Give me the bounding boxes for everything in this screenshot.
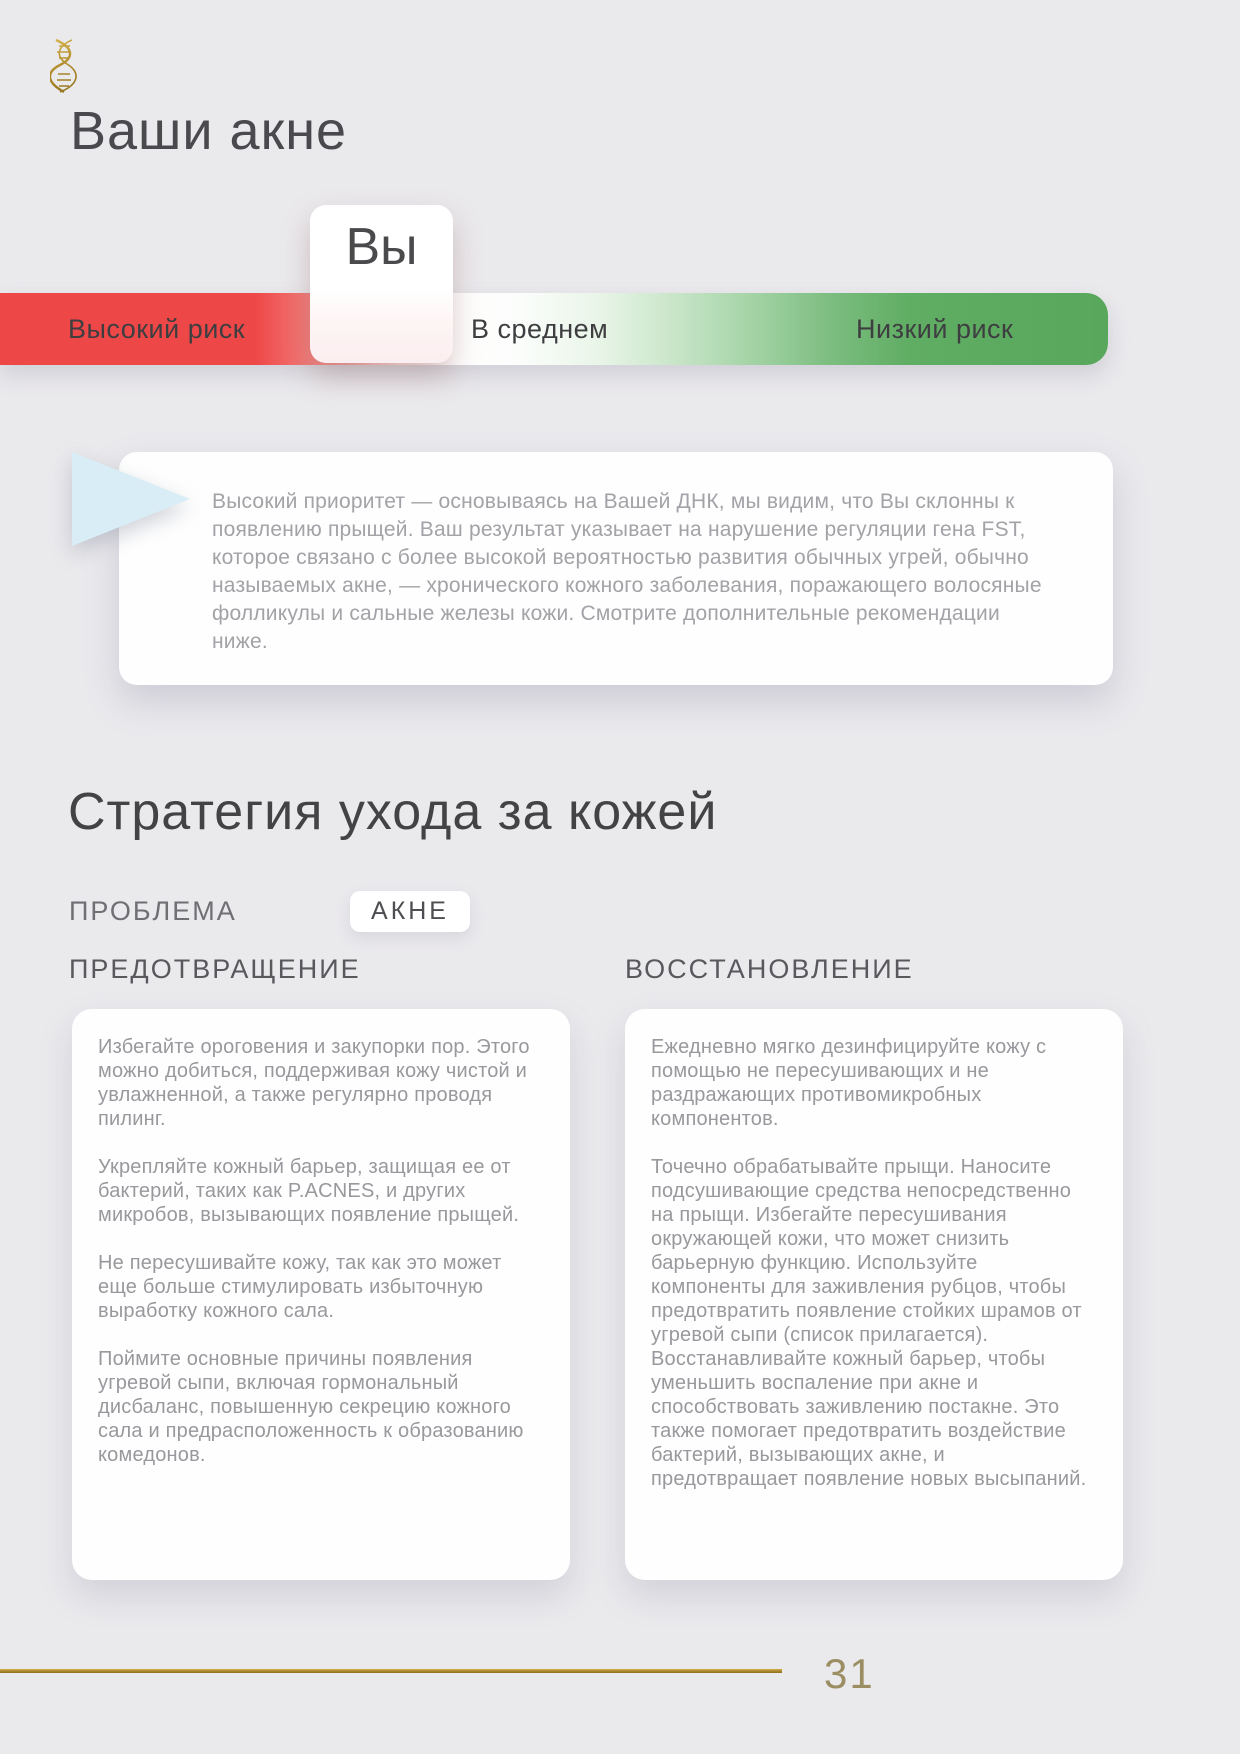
- risk-label-average: В среднем: [471, 313, 609, 344]
- priority-note-card: [119, 452, 1113, 685]
- restoration-card: [625, 1009, 1123, 1580]
- risk-marker-card: [310, 205, 453, 363]
- restoration-paragraph: Ежедневно мягко дезинфицируйте кожу с помощью не пересушивающих и не раздражающих противомикробных компонентов.: [651, 1036, 1047, 1130]
- strategy-section-title: Стратегия ухода за кожей: [68, 783, 718, 841]
- prevention-paragraph: Укрепляйте кожный барьер, защищая ее от бактерий, таких как P.ACNES, и других микробов, вызывающих появление прыщей.: [98, 1156, 520, 1226]
- prevention-card-text: [98, 1035, 538, 1491]
- column-heading-prevention: ПРЕДОТВРАЩЕНИЕ: [69, 954, 361, 984]
- priority-note-text: Высокий приоритет — основываясь на Вашей ДНК, мы видим, что Вы склонны к появлению прыщей. Ваш результат указывает на нарушение регуляции гена FST, которое связано с более высокой вероятностью развития обычных угрей, обычно называемых акне, — хронического кожного заболевания, поражающего волосяные фолликулы и сальные железы кожи. Смотрите дополнительные рекомендации ниже.: [212, 490, 1042, 653]
- page-number: 31: [824, 1650, 875, 1697]
- problem-label: ПРОБЛЕМА: [69, 896, 237, 926]
- prevention-card: [72, 1009, 570, 1580]
- prevention-paragraph: Избегайте ороговения и закупорки пор. Этого можно добиться, поддерживая кожу чистой и увлажненной, а также регулярно проводя пилинг.: [98, 1036, 530, 1130]
- note-pointer-triangle-icon: [72, 452, 190, 546]
- problem-value-text: АКНЕ: [371, 897, 449, 925]
- column-heading-restoration: ВОССТАНОВЛЕНИЕ: [625, 954, 914, 984]
- prevention-paragraph: Поймите основные причины появления угревой сыпи, включая гормональный дисбаланс, повышенную секрецию кожного сала и предрасположенность к образованию комедонов.: [98, 1348, 524, 1466]
- restoration-paragraph: Точечно обрабатывайте прыщи. Наносите подсушивающие средства непосредственно на прыщи. Избегайте пересушивания окружающей кожи, что может снизить барьерную функцию. Используйте компоненты для заживления рубцов, чтобы предотвратить появление стойких шрамов от угревой сыпи (список прилагается). Восстанавливайте кожный барьер, чтобы уменьшить воспаление при акне и способствовать заживлению постакне. Это также помогает предотвратить воздействие бактерий, вызывающих акне, и предотвращает появление новых высыпаний.: [651, 1156, 1087, 1490]
- problem-value-badge: [350, 891, 470, 932]
- footer-gold-rule: [0, 1669, 782, 1673]
- risk-marker-label: Вы: [345, 218, 418, 276]
- restoration-card-text: [651, 1035, 1091, 1515]
- risk-label-high: Высокий риск: [68, 313, 246, 344]
- risk-label-low: Низкий риск: [856, 313, 1014, 344]
- page-title: Ваши акне: [70, 101, 348, 161]
- prevention-paragraph: Не пересушивайте кожу, так как это может еще больше стимулировать избыточную выработку кожного сала.: [98, 1252, 502, 1322]
- dna-logo-icon: [50, 38, 78, 94]
- risk-gradient-bar: [0, 293, 1108, 365]
